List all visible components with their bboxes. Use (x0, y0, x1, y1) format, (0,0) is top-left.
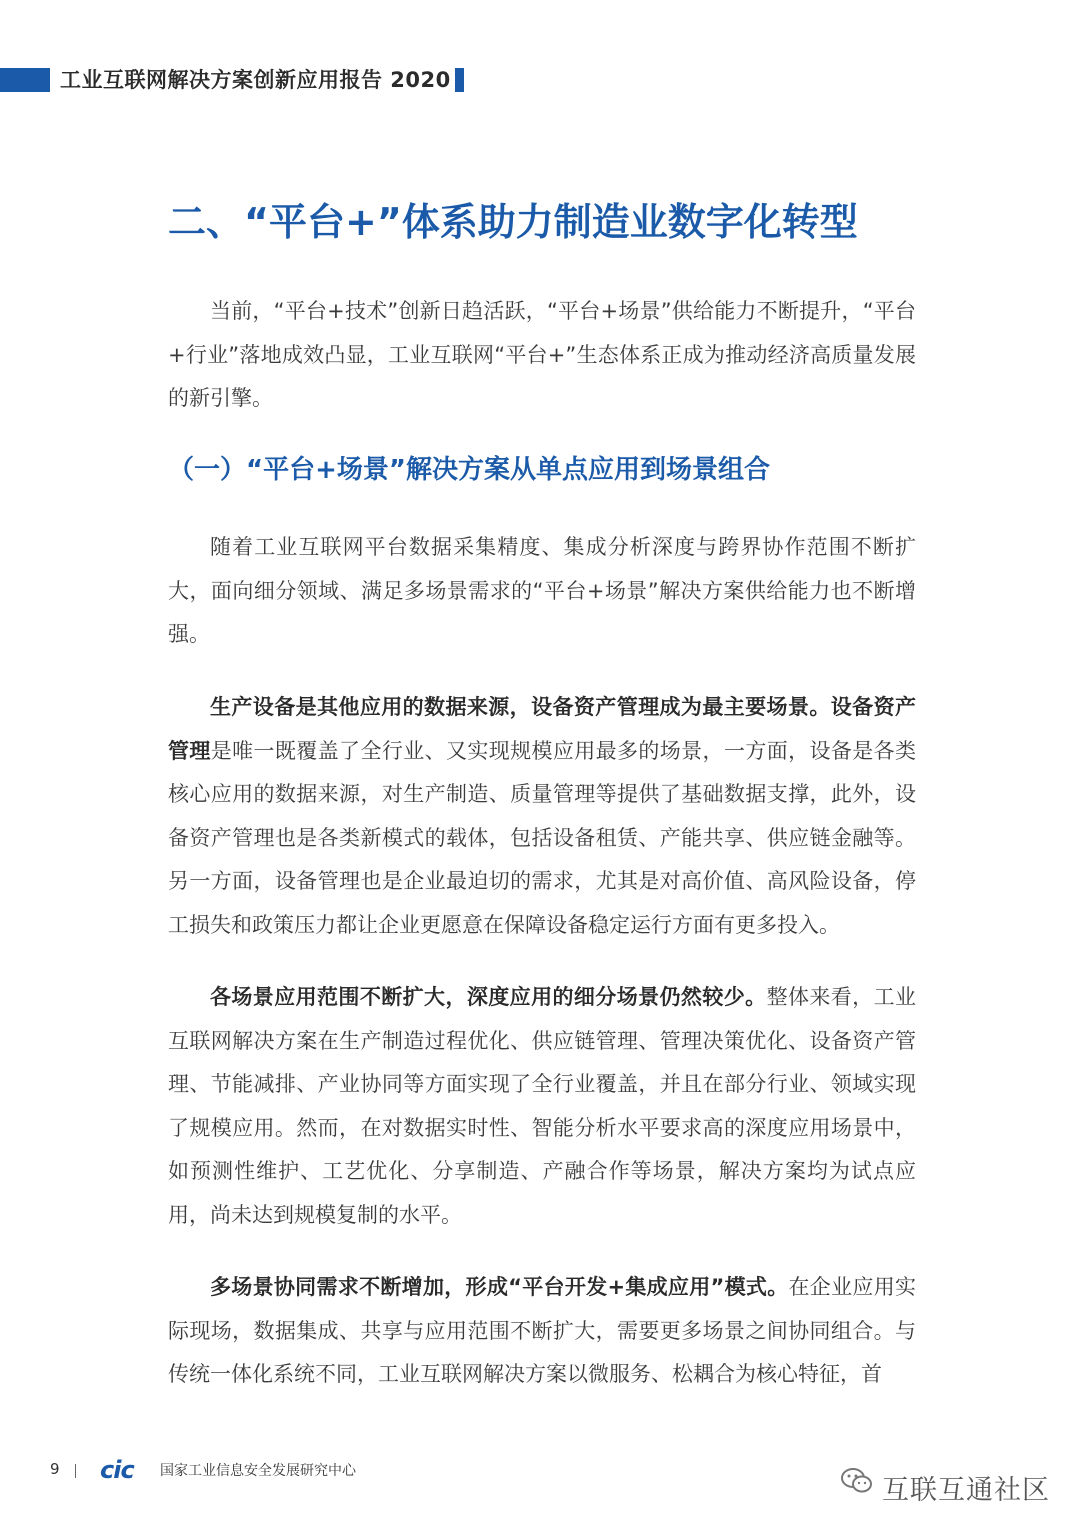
paragraph-text: 是唯一既覆盖了全行业、又实现规模应用最多的场景，一方面，设备是各类核心应用的数据来源，对生产制造、质量管理等提供了基础数据支撑，此外，设备资产管理也是各类新模式的载体，包括设备租赁、产能共享、供应链金融等。另一方面，设备管理也是企业最迫切的需求，尤其是对高价值、高风险设备，停工损失和政策压力都让企业更愿意在保障设备稳定运行方面有更多投入。 (168, 738, 916, 937)
paragraph-lead-bold: 多场景协同需求不断增加，形成“平台开发+集成应用”模式。 (210, 1275, 789, 1299)
section-paragraph-4 (168, 1266, 916, 1397)
page-number: 9 (50, 1460, 60, 1478)
header-accent-bar-right (455, 68, 464, 92)
header-accent-bar-left (0, 68, 50, 92)
organization-name: 国家工业信息安全发展研究中心 (160, 1463, 356, 1479)
watermark-text: 互联互通社区 (882, 1475, 1050, 1506)
paragraph-lead-bold: 各场景应用范围不断扩大，深度应用的细分场景仍然较少。 (210, 985, 767, 1009)
report-title: 工业互联网解决方案创新应用报告 2020 (60, 68, 451, 92)
section-paragraph-3 (168, 976, 916, 1237)
section-paragraph-1: 随着工业互联网平台数据采集精度、集成分析深度与跨界协作范围不断扩大，面向细分领域、满足多场景需求的“平台+场景”解决方案供给能力也不断增强。 (168, 535, 916, 646)
cic-logo: cic (100, 1456, 134, 1484)
main-heading: 二、“平台+”体系助力制造业数字化转型 (168, 200, 858, 244)
paragraph-lead-bold: 生产设备是其他应用的数据来源，设备资产管理成为最主要场景。设备资产管理 (168, 695, 916, 763)
section-heading: （一）“平台+场景”解决方案从单点应用到场景组合 (168, 455, 770, 485)
intro-paragraph: 当前，“平台+技术”创新日趋活跃，“平台+场景”供给能力不断提升，“平台+行业”落地成效凸显，工业互联网“平台+”生态体系正成为推动经济高质量发展的新引擎。 (168, 299, 916, 410)
paragraph-text: 在企业应用实际现场，数据集成、共享与应用范围不断扩大，需要更多场景之间协同组合。与传统一体化系统不同，工业互联网解决方案以微服务、松耦合为核心特征，首 (168, 1275, 916, 1386)
footer-divider (75, 1464, 76, 1478)
paragraph-text: 整体来看，工业互联网解决方案在生产制造过程优化、供应链管理、管理决策优化、设备资产管理、节能减排、产业协同等方面实现了全行业覆盖，并且在部分行业、领域实现了规模应用。然而，在对数据实时性、智能分析水平要求高的深度应用场景中，如预测性维护、工艺优化、分享制造、产融合作等场景，解决方案均为试点应用，尚未达到规模复制的水平。 (168, 985, 916, 1227)
section-paragraph-2 (168, 686, 916, 947)
wechat-icon (840, 1466, 874, 1496)
